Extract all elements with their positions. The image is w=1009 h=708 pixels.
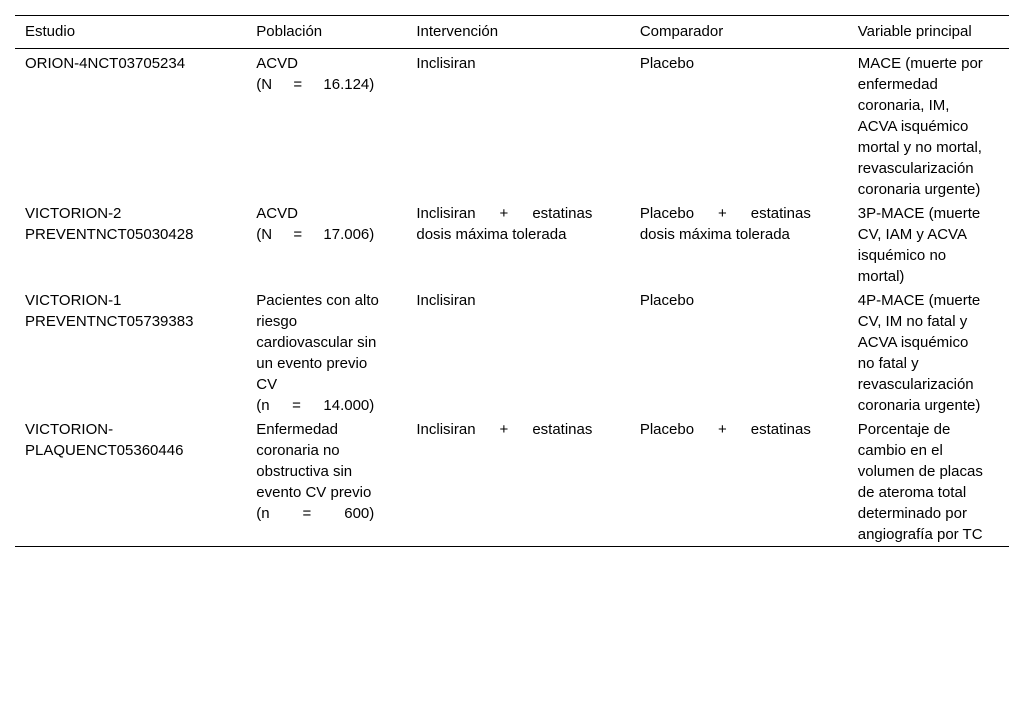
population-n: (N = 17.006)	[256, 226, 375, 243]
study-id: PREVENTNCT05030428	[25, 226, 194, 243]
cell-study	[15, 49, 246, 202]
cell-population	[246, 49, 406, 202]
cell-study	[15, 201, 246, 288]
study-name: VICTORION-2	[25, 205, 122, 222]
cell-population	[246, 201, 406, 288]
cell-comparator	[630, 417, 848, 547]
table-body	[15, 49, 1009, 547]
intervention-text: Inclisiran	[416, 55, 476, 72]
intervention-text: Inclisiran	[416, 292, 476, 309]
population-text: ACVD	[256, 55, 298, 72]
table-row	[15, 49, 1009, 202]
primary-endpoint-text: 4P-MACE (muerte CV, IM no fatal y ACVA isquémico no fatal y revascularización coronaria urgente)	[857, 292, 981, 414]
comparator-text: Placebo	[639, 55, 695, 72]
cell-primary-endpoint	[848, 417, 1009, 547]
study-id: PREVENTNCT05739383	[25, 313, 194, 330]
population-text: Pacientes con alto riesgo cardiovascular sin un evento previo CV	[256, 292, 379, 393]
cell-intervention	[406, 417, 629, 547]
cell-population	[246, 417, 406, 547]
primary-endpoint-text: Porcentaje de cambio en el volumen de placas de ateroma total determinado por angiografía por TC	[857, 421, 983, 543]
cell-study	[15, 288, 246, 417]
header-primary-endpoint: Variable principal	[857, 23, 972, 40]
header-row	[15, 16, 1009, 49]
study-name: VICTORION-1	[25, 292, 122, 309]
cell-primary-endpoint	[848, 288, 1009, 417]
study-name: VICTORION-	[25, 421, 114, 438]
study-id: PLAQUENCT05360446	[25, 442, 184, 459]
population-text: Enfermedad coronaria no obstructiva sin evento CV previo	[256, 421, 372, 501]
cell-intervention	[406, 201, 629, 288]
table-header	[15, 16, 1009, 49]
comparator-text: Placebo + estatinas	[639, 205, 811, 222]
cell-comparator	[630, 288, 848, 417]
cell-primary-endpoint	[848, 49, 1009, 202]
primary-endpoint-text: 3P-MACE (muerte CV, IAM y ACVA isquémico no mortal)	[857, 205, 981, 285]
cell-primary-endpoint	[848, 201, 1009, 288]
intervention-text: Inclisiran + estatinas	[416, 421, 593, 438]
population-n: (n = 600)	[256, 505, 375, 522]
cell-comparator	[630, 49, 848, 202]
trials-table	[15, 15, 1009, 547]
table-row	[15, 201, 1009, 288]
comparator-text: Placebo	[639, 292, 695, 309]
study-name: ORION-4NCT03705234	[25, 55, 186, 72]
primary-endpoint-text: MACE (muerte por enfermedad coronaria, IM, ACVA isquémico mortal y no mortal, revascularización coronaria urgente)	[857, 55, 983, 198]
comparator-extra: dosis máxima tolerada	[639, 226, 790, 243]
population-n: (n = 14.000)	[256, 397, 375, 414]
comparator-text: Placebo + estatinas	[639, 421, 811, 438]
population-text: ACVD	[256, 205, 298, 222]
cell-population	[246, 288, 406, 417]
header-intervention: Intervención	[416, 23, 499, 40]
table-row	[15, 288, 1009, 417]
cell-intervention	[406, 49, 629, 202]
cell-comparator	[630, 201, 848, 288]
table-row	[15, 417, 1009, 547]
cell-intervention	[406, 288, 629, 417]
trials-table-container	[15, 15, 1009, 547]
intervention-extra: dosis máxima tolerada	[416, 226, 567, 243]
header-study: Estudio	[25, 23, 76, 40]
header-comparator: Comparador	[639, 23, 724, 40]
intervention-text: Inclisiran + estatinas	[416, 205, 593, 222]
header-population: Población	[256, 23, 323, 40]
population-n: (N = 16.124)	[256, 76, 375, 93]
cell-study	[15, 417, 246, 547]
